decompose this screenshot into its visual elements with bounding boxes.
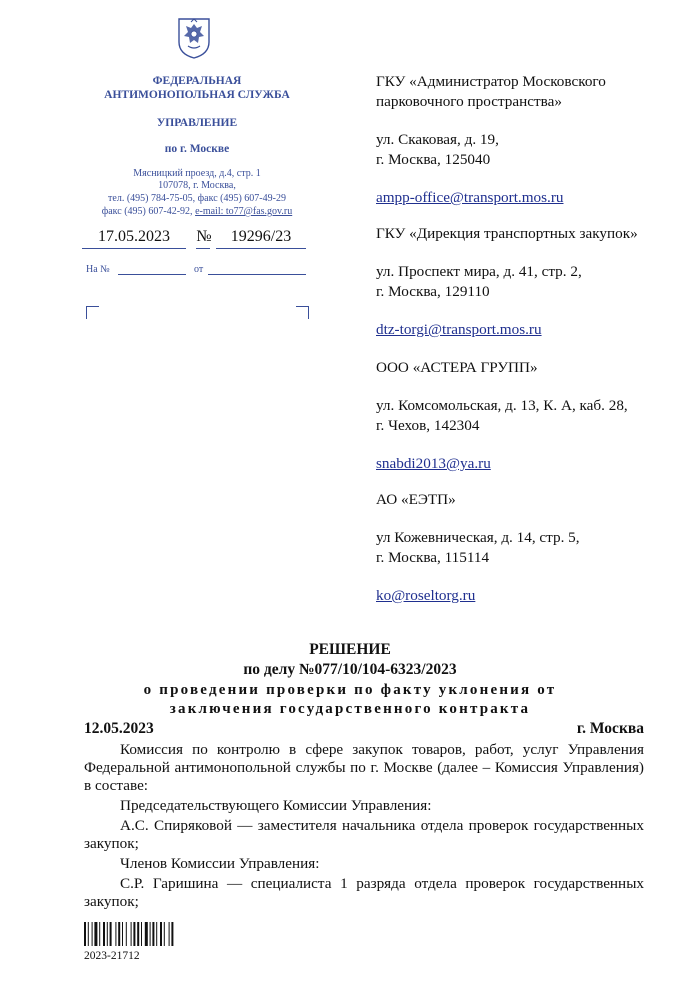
recipient-3 [376, 358, 676, 474]
agency-name-line1: ФЕДЕРАЛЬНАЯ [152, 75, 242, 87]
recipient-name: ООО «АСТЕРА ГРУПП» [376, 359, 538, 376]
letterhead-fax-email [52, 206, 342, 219]
recipient-email-link[interactable]: snabdi2013@ya.ru [376, 455, 491, 472]
decision-date: 12.05.2023 [84, 720, 154, 737]
outgoing-number: 19296/23 [216, 228, 306, 249]
letterhead-email[interactable]: e-mail: to77@fas.gov.ru [195, 206, 293, 217]
letterhead-phone: тел. (495) 784-75-05, факс (495) 607-49-29 [108, 193, 286, 204]
barcode-bar [152, 922, 154, 946]
recipient-name: ГКУ «Администратор Московского парковочного пространства» [376, 73, 606, 110]
barcode-bar [150, 922, 151, 946]
recipient-email-link[interactable]: ko@roseltorg.ru [376, 587, 476, 604]
barcode-bar [164, 922, 165, 946]
letterhead-fax: факс (495) 607-42-92, [101, 206, 196, 217]
outgoing-number-label: № [196, 228, 212, 245]
agency-name-line2: АНТИМОНОПОЛЬНАЯ СЛУЖБА [104, 89, 290, 101]
coat-of-arms-icon [176, 16, 212, 60]
recipient-email-link[interactable]: dtz-torgi@transport.mos.ru [376, 321, 542, 338]
body-paragraph-chair: А.С. Спиряковой — заместителя начальника отдела проверок государственных закупок; [84, 817, 644, 852]
barcode-bar [107, 922, 108, 946]
registration-number: 2023-21712 [84, 950, 140, 962]
barcode-bar [133, 922, 135, 946]
recipient-2 [376, 224, 676, 340]
body-paragraph-members-heading: Членов Комиссии Управления: [120, 855, 320, 872]
barcode-bar [94, 922, 97, 946]
number-label-underline [196, 248, 210, 249]
barcode-bar [160, 922, 162, 946]
recipient-1 [376, 72, 676, 208]
barcode-bar [84, 922, 86, 946]
barcode-bar [115, 922, 116, 946]
barcode-bar [145, 922, 148, 946]
barcode-bar [156, 922, 157, 946]
reference-number-field[interactable] [118, 274, 186, 275]
recipient-address: ул. Комсомольская, д. 13, К. А, каб. 28, г. Чехов, 142304 [376, 397, 628, 434]
body-paragraph-chair-heading: Председательствующего Комиссии Управления: [120, 797, 432, 814]
reference-number-label: На № [86, 264, 110, 275]
barcode-bar [88, 922, 89, 946]
recipient-email-link[interactable]: ampp-office@transport.mos.ru [376, 189, 564, 206]
decision-subject-line2: заключения государственного контракта [169, 701, 531, 717]
body-paragraph-commission: Комиссия по контролю в сфере закупок товаров, работ, услуг Управления Федеральной антимонопольной службы по г. Москве (далее – Комиссия Управления) в составе: [84, 741, 644, 794]
barcode-bar [118, 922, 120, 946]
barcode-bar [169, 922, 170, 946]
recipient-address: ул Кожевническая, д. 14, стр. 5, г. Москва, 115114 [376, 529, 580, 566]
barcode-icon [84, 922, 202, 946]
barcode-bar [122, 922, 123, 946]
address-block-corner-right [296, 306, 309, 319]
barcode-bar [141, 922, 142, 946]
reference-date-label: от [194, 264, 204, 275]
department-label: УПРАВЛЕНИЕ [156, 117, 238, 129]
barcode-bar [137, 922, 139, 946]
outgoing-date: 17.05.2023 [82, 228, 186, 249]
barcode-bar [92, 922, 93, 946]
recipient-name: ГКУ «Дирекция транспортных закупок» [376, 225, 638, 242]
decision-subject-line1: о проведении проверки по факту уклонения от [143, 682, 557, 698]
department-city: по г. Москве [164, 143, 230, 155]
decision-title: РЕШЕНИЕ [309, 641, 391, 658]
recipient-address: ул. Скаковая, д. 19, г. Москва, 125040 [376, 131, 499, 168]
recipient-address: ул. Проспект мира, д. 41, стр. 2, г. Москва, 129110 [376, 263, 582, 300]
reference-date-field[interactable] [208, 274, 306, 275]
barcode-bar [99, 922, 100, 946]
barcode-bar [126, 922, 127, 946]
barcode-bar [171, 922, 173, 946]
barcode-bar [131, 922, 132, 946]
barcode-bar [103, 922, 105, 946]
body-paragraph-member: С.Р. Гаришина — специалиста 1 разряда отдела проверок государственных закупок; [84, 875, 644, 910]
letterhead-address-line2: 107078, г. Москва, [158, 180, 236, 191]
decision-case-number: по делу №077/10/104-6323/2023 [243, 661, 457, 678]
barcode-bar [110, 922, 112, 946]
recipient-4 [376, 490, 676, 606]
decision-place: г. Москва [576, 720, 644, 737]
address-block-corner-left [86, 306, 99, 319]
letterhead-address-line1: Мясницкий проезд, д.4, стр. 1 [133, 168, 261, 179]
recipient-name: АО «ЕЭТП» [376, 491, 456, 508]
